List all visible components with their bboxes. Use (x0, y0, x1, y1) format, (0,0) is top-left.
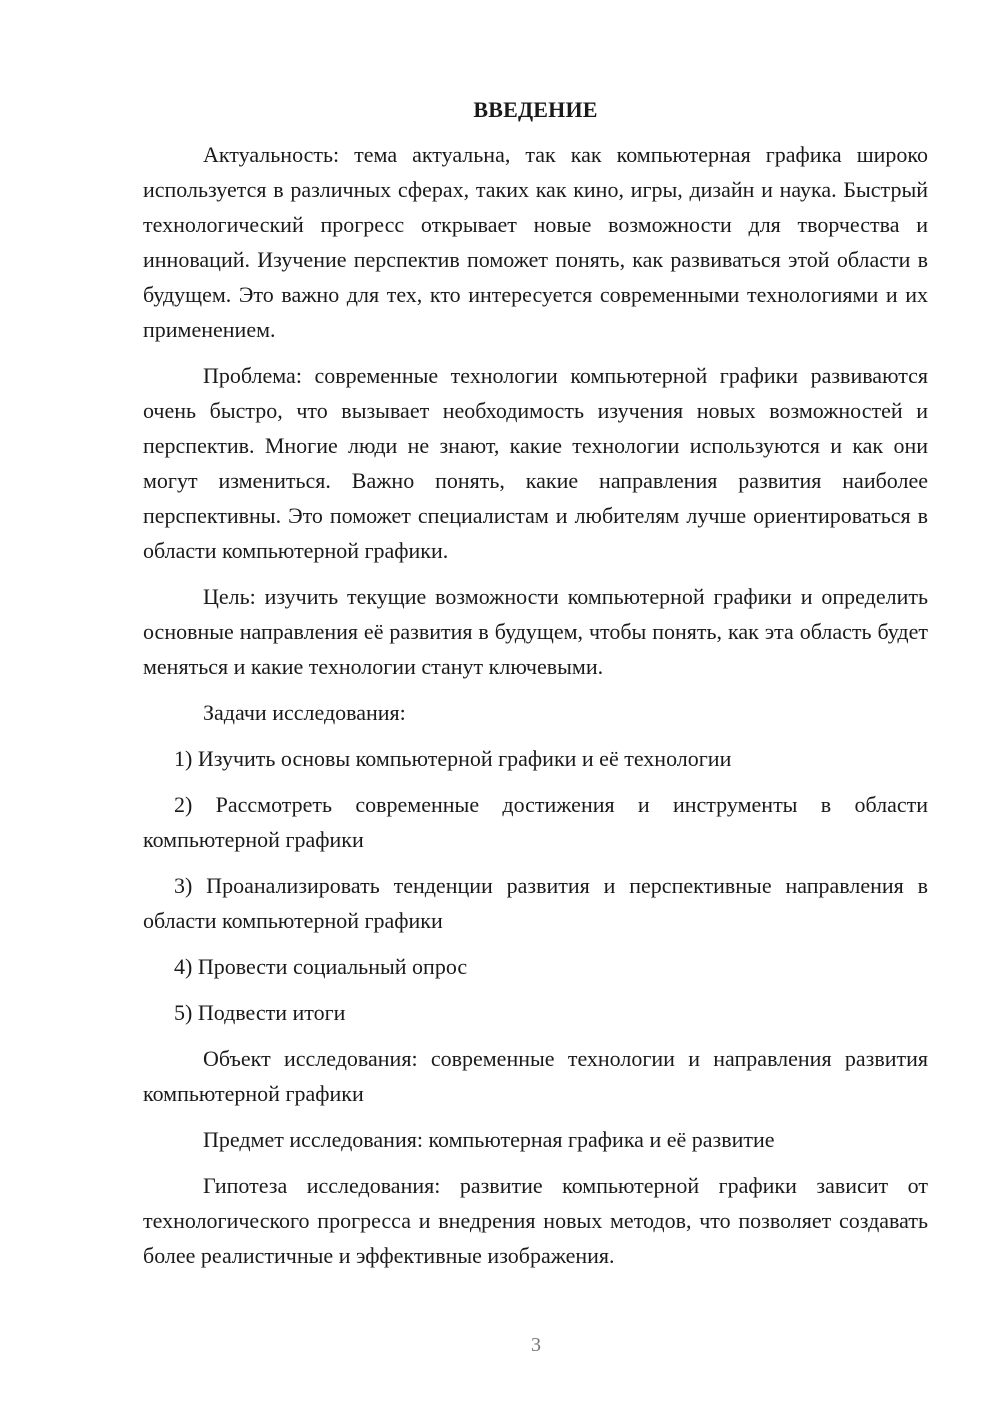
section-heading: ВВЕДЕНИЕ (473, 97, 598, 122)
task-item: 1) Изучить основы компьютерной графики и её технологии (174, 746, 732, 771)
relevance-paragraph: Актуальность: тема актуальна, так как компьютерная графика широко используется в различных сферах, таких как кино, игры, дизайн и наука. Быстрый технологический прогресс открывает новые возможности для творчества и инноваций. Изучение перспектив поможет понять, как развиваться этой области в будущем. Это важно для тех, кто интересуется современными технологиями и их применением. (143, 142, 928, 342)
object-paragraph: Объект исследования: современные технологии и направления развития компьютерной графики (143, 1046, 928, 1106)
task-item: 4) Провести социальный опрос (174, 954, 468, 979)
hypothesis-paragraph: Гипотеза исследования: развитие компьютерной графики зависит от технологического прогресса и внедрения новых методов, что позволяет создавать более реалистичные и эффективные изображения. (143, 1173, 928, 1268)
tasks-list (143, 741, 928, 1030)
page-number: 3 (531, 1334, 541, 1356)
problem-paragraph: Проблема: современные технологии компьютерной графики развиваются очень быстро, что вызывает необходимость изучения новых возможностей и перспектив. Многие люди не знают, какие технологии используются и как они могут измениться. Важно понять, какие направления развития наиболее перспективны. Это поможет специалистам и любителям лучше ориентироваться в области компьютерной графики. (143, 363, 928, 563)
subject-paragraph: Предмет исследования: компьютерная графика и её развитие (203, 1127, 775, 1152)
document-page (143, 93, 928, 1284)
goal-paragraph: Цель: изучить текущие возможности компьютерной графики и определить основные направления её развития в будущем, чтобы понять, как эта область будет меняться и какие технологии станут ключевыми. (143, 584, 928, 679)
task-item: 5) Подвести итоги (174, 1000, 346, 1025)
tasks-heading: Задачи исследования: (203, 700, 406, 725)
task-item: 3) Проанализировать тенденции развития и перспективные направления в области компьютерной графики (143, 873, 928, 933)
task-item: 2) Рассмотреть современные достижения и инструменты в области компьютерной графики (143, 792, 928, 852)
